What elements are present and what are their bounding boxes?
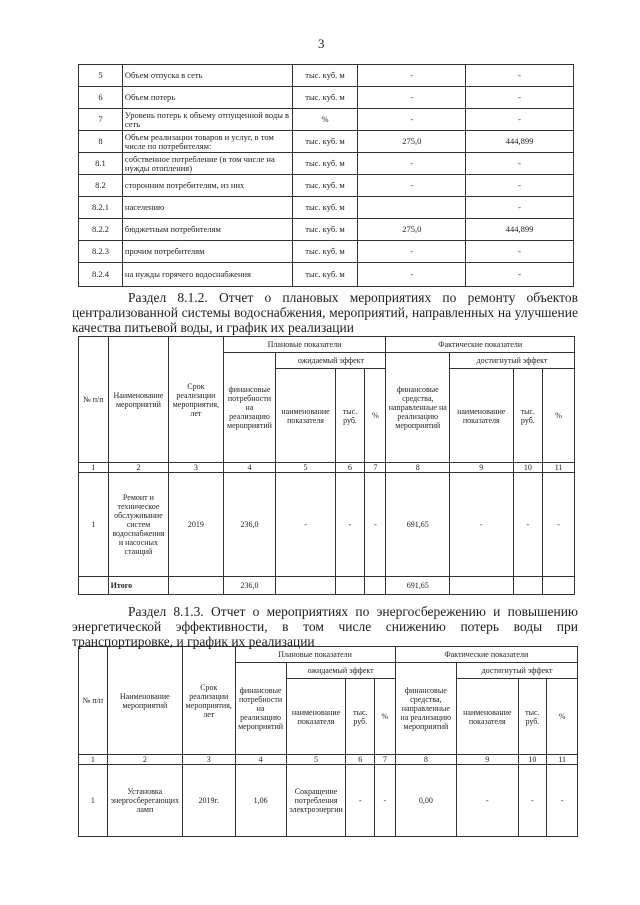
row-num: 1 — [79, 765, 108, 837]
row-c11: - — [543, 473, 575, 577]
row-value-2: - — [466, 65, 574, 87]
table-row — [79, 109, 574, 131]
column-number: 3 — [182, 755, 235, 765]
pct-header: % — [547, 679, 578, 755]
row-name: Объем отпуска в сеть — [122, 65, 292, 87]
row-unit: тыс. куб. м — [292, 87, 358, 109]
row-num: 8.1 — [79, 153, 123, 175]
row-c9: - — [450, 473, 514, 577]
row-fin-fact: 691,65 — [386, 473, 450, 577]
fin-plan-header: финансовые потребности на реализацию мероприятий — [235, 663, 286, 755]
row-name: на нужды горячего водоснабжения — [122, 263, 292, 287]
row-unit: тыс. куб. м — [292, 153, 358, 175]
row-fin-plan: 236,0 — [223, 473, 276, 577]
column-number: 2 — [108, 463, 169, 473]
column-number: 6 — [346, 755, 375, 765]
row-value-1: - — [358, 87, 466, 109]
row-name: сторонним потребителям, из них — [122, 175, 292, 197]
row-value-1: - — [358, 65, 466, 87]
section-8-1-2-heading: Раздел 8.1.2. Отчет о плановых мероприятиях по ремонту объектов централизованной системы водоснабжения, мероприятий, направленных на улучшение качества питьевой воды, и график их реализации — [72, 290, 578, 335]
row-unit: тыс. куб. м — [292, 241, 358, 263]
row-c7: - — [375, 765, 395, 837]
row-value-1: 275,0 — [358, 131, 466, 153]
column-number: 7 — [375, 755, 395, 765]
fin-fact-header: финансовые средства, направленные на реализацию мероприятий — [395, 663, 456, 755]
row-c10: - — [518, 765, 547, 837]
pct-header: % — [365, 369, 386, 463]
table-row — [79, 219, 574, 241]
fin-fact-header: финансовые средства, направленные на реализацию мероприятий — [386, 353, 450, 463]
plan-header: Плановые показатели — [235, 647, 395, 663]
row-num: 8.2.1 — [79, 197, 123, 219]
row-c5: Сокращение потребления электроэнергии — [286, 765, 346, 837]
row-num: 8.2 — [79, 175, 123, 197]
row-name: Объем реализации товаров и услуг, в том числе по потребителям: — [122, 131, 292, 153]
thous-rub-header: тыс. руб. — [518, 679, 547, 755]
section-8-1-3-heading: Раздел 8.1.3. Отчет о мероприятиях по энергосбережению и повышению энергетической эффективности, в том числе снижению потерь воды при транспортировке, и график их реализации — [72, 604, 578, 649]
row-value-1: - — [358, 153, 466, 175]
row-value-2: 444,899 — [466, 219, 574, 241]
row-unit: тыс. куб. м — [292, 131, 358, 153]
plan-header: Плановые показатели — [223, 337, 386, 353]
total-label: Итого — [108, 577, 169, 595]
row-num: 8.2.3 — [79, 241, 123, 263]
row-fin-fact: 0,00 — [395, 765, 456, 837]
row-num: 5 — [79, 65, 123, 87]
page-number: 3 — [318, 36, 325, 51]
row-value-1: - — [358, 241, 466, 263]
row-c6: - — [346, 765, 375, 837]
column-number: 1 — [79, 463, 109, 473]
pct-header: % — [543, 369, 575, 463]
row-value-2: - — [466, 197, 574, 219]
expected-effect-header: ожидаемый эффект — [276, 353, 386, 369]
row-value-2: - — [466, 87, 574, 109]
row-unit: тыс. куб. м — [292, 197, 358, 219]
col-name-header: Наименование мероприятий — [107, 647, 182, 755]
row-num: 6 — [79, 87, 123, 109]
column-number: 11 — [543, 463, 575, 473]
row-value-1: - — [358, 109, 466, 131]
table-row — [79, 241, 574, 263]
row-term: 2019г. — [182, 765, 235, 837]
row-num: 7 — [79, 109, 123, 131]
energy-saving-table — [78, 646, 578, 837]
row-num: 8.2.2 — [79, 219, 123, 241]
row-unit: тыс. куб. м — [292, 219, 358, 241]
row-value-2: - — [466, 241, 574, 263]
table-row — [79, 131, 574, 153]
table-row — [79, 263, 574, 287]
table-row — [79, 197, 574, 219]
row-value-2: - — [466, 153, 574, 175]
fact-header: Фактические показатели — [386, 337, 575, 353]
fact-header: Фактические показатели — [395, 647, 577, 663]
row-unit: тыс. куб. м — [292, 263, 358, 287]
column-number: 8 — [386, 463, 450, 473]
row-value-2: - — [466, 175, 574, 197]
row-name: Ремонт и техническое обслуживание систем водоснабжения и насосных станций — [108, 473, 169, 577]
row-c7: - — [365, 473, 386, 577]
expected-effect-header: ожидаемый эффект — [286, 663, 395, 679]
row-value-1: - — [358, 263, 466, 287]
total-fin-plan: 236,0 — [223, 577, 276, 595]
table-row — [79, 153, 574, 175]
col-num-header: № п/п — [79, 647, 108, 755]
indicator-name-header: наименование показателя — [450, 369, 514, 463]
column-number: 5 — [276, 463, 335, 473]
column-number: 5 — [286, 755, 346, 765]
thous-rub-header: тыс. руб. — [513, 369, 543, 463]
row-name: Уровень потерь к объему отпущенной воды в сеть — [122, 109, 292, 131]
row-fin-plan: 1,06 — [235, 765, 286, 837]
achieved-effect-header: достигнутый эффект — [450, 353, 575, 369]
row-c9: - — [457, 765, 518, 837]
row-name: Объем потерь — [122, 87, 292, 109]
column-number: 8 — [395, 755, 456, 765]
column-number: 7 — [365, 463, 386, 473]
column-number: 9 — [457, 755, 518, 765]
row-num: 8.2.4 — [79, 263, 123, 287]
fin-plan-header: финансовые потребности на реализацию мероприятий — [223, 353, 276, 463]
table-row — [79, 175, 574, 197]
indicator-name-header: наименование показателя — [276, 369, 335, 463]
column-number: 10 — [513, 463, 543, 473]
repair-measures-table — [78, 336, 575, 595]
row-name: собственное потребление (в том числе на нужды отопления) — [122, 153, 292, 175]
row-unit: тыс. куб. м — [292, 65, 358, 87]
row-value-2: 444,899 — [466, 131, 574, 153]
row-term: 2019 — [169, 473, 223, 577]
row-c6: - — [335, 473, 365, 577]
column-number: 4 — [235, 755, 286, 765]
row-value-1: 275,0 — [358, 219, 466, 241]
col-num-header: № п/п — [79, 337, 109, 463]
column-number: 11 — [547, 755, 578, 765]
indicator-name-header: наименование показателя — [457, 679, 518, 755]
column-number: 1 — [79, 755, 108, 765]
column-number: 9 — [450, 463, 514, 473]
column-number: 6 — [335, 463, 365, 473]
row-name: бюджетным потребителям — [122, 219, 292, 241]
table-row — [79, 87, 574, 109]
row-unit: тыс. куб. м — [292, 175, 358, 197]
column-number: 2 — [107, 755, 182, 765]
water-balance-table — [78, 64, 574, 287]
row-c11: - — [547, 765, 578, 837]
pct-header: % — [375, 679, 395, 755]
row-value-1 — [358, 197, 466, 219]
row-num: 8 — [79, 131, 123, 153]
indicator-name-header: наименование показателя — [286, 679, 346, 755]
row-value-2: - — [466, 109, 574, 131]
table-row — [79, 65, 574, 87]
thous-rub-header: тыс. руб. — [346, 679, 375, 755]
row-num: 1 — [79, 473, 109, 577]
row-unit: % — [292, 109, 358, 131]
column-number: 10 — [518, 755, 547, 765]
row-value-1: - — [358, 175, 466, 197]
row-name: населению — [122, 197, 292, 219]
col-term-header: Срок реализации мероприятия, лет — [169, 337, 223, 463]
achieved-effect-header: достигнутый эффект — [457, 663, 578, 679]
total-fin-fact: 691,65 — [386, 577, 450, 595]
row-name: Установка энергосберегающих ламп — [107, 765, 182, 837]
row-value-2: - — [466, 263, 574, 287]
row-c5: - — [276, 473, 335, 577]
column-number: 3 — [169, 463, 223, 473]
col-name-header: Наименование мероприятий — [108, 337, 169, 463]
thous-rub-header: тыс. руб. — [335, 369, 365, 463]
row-name: прочим потребителям — [122, 241, 292, 263]
row-c10: - — [513, 473, 543, 577]
column-number: 4 — [223, 463, 276, 473]
col-term-header: Срок реализации мероприятия, лет — [182, 647, 235, 755]
